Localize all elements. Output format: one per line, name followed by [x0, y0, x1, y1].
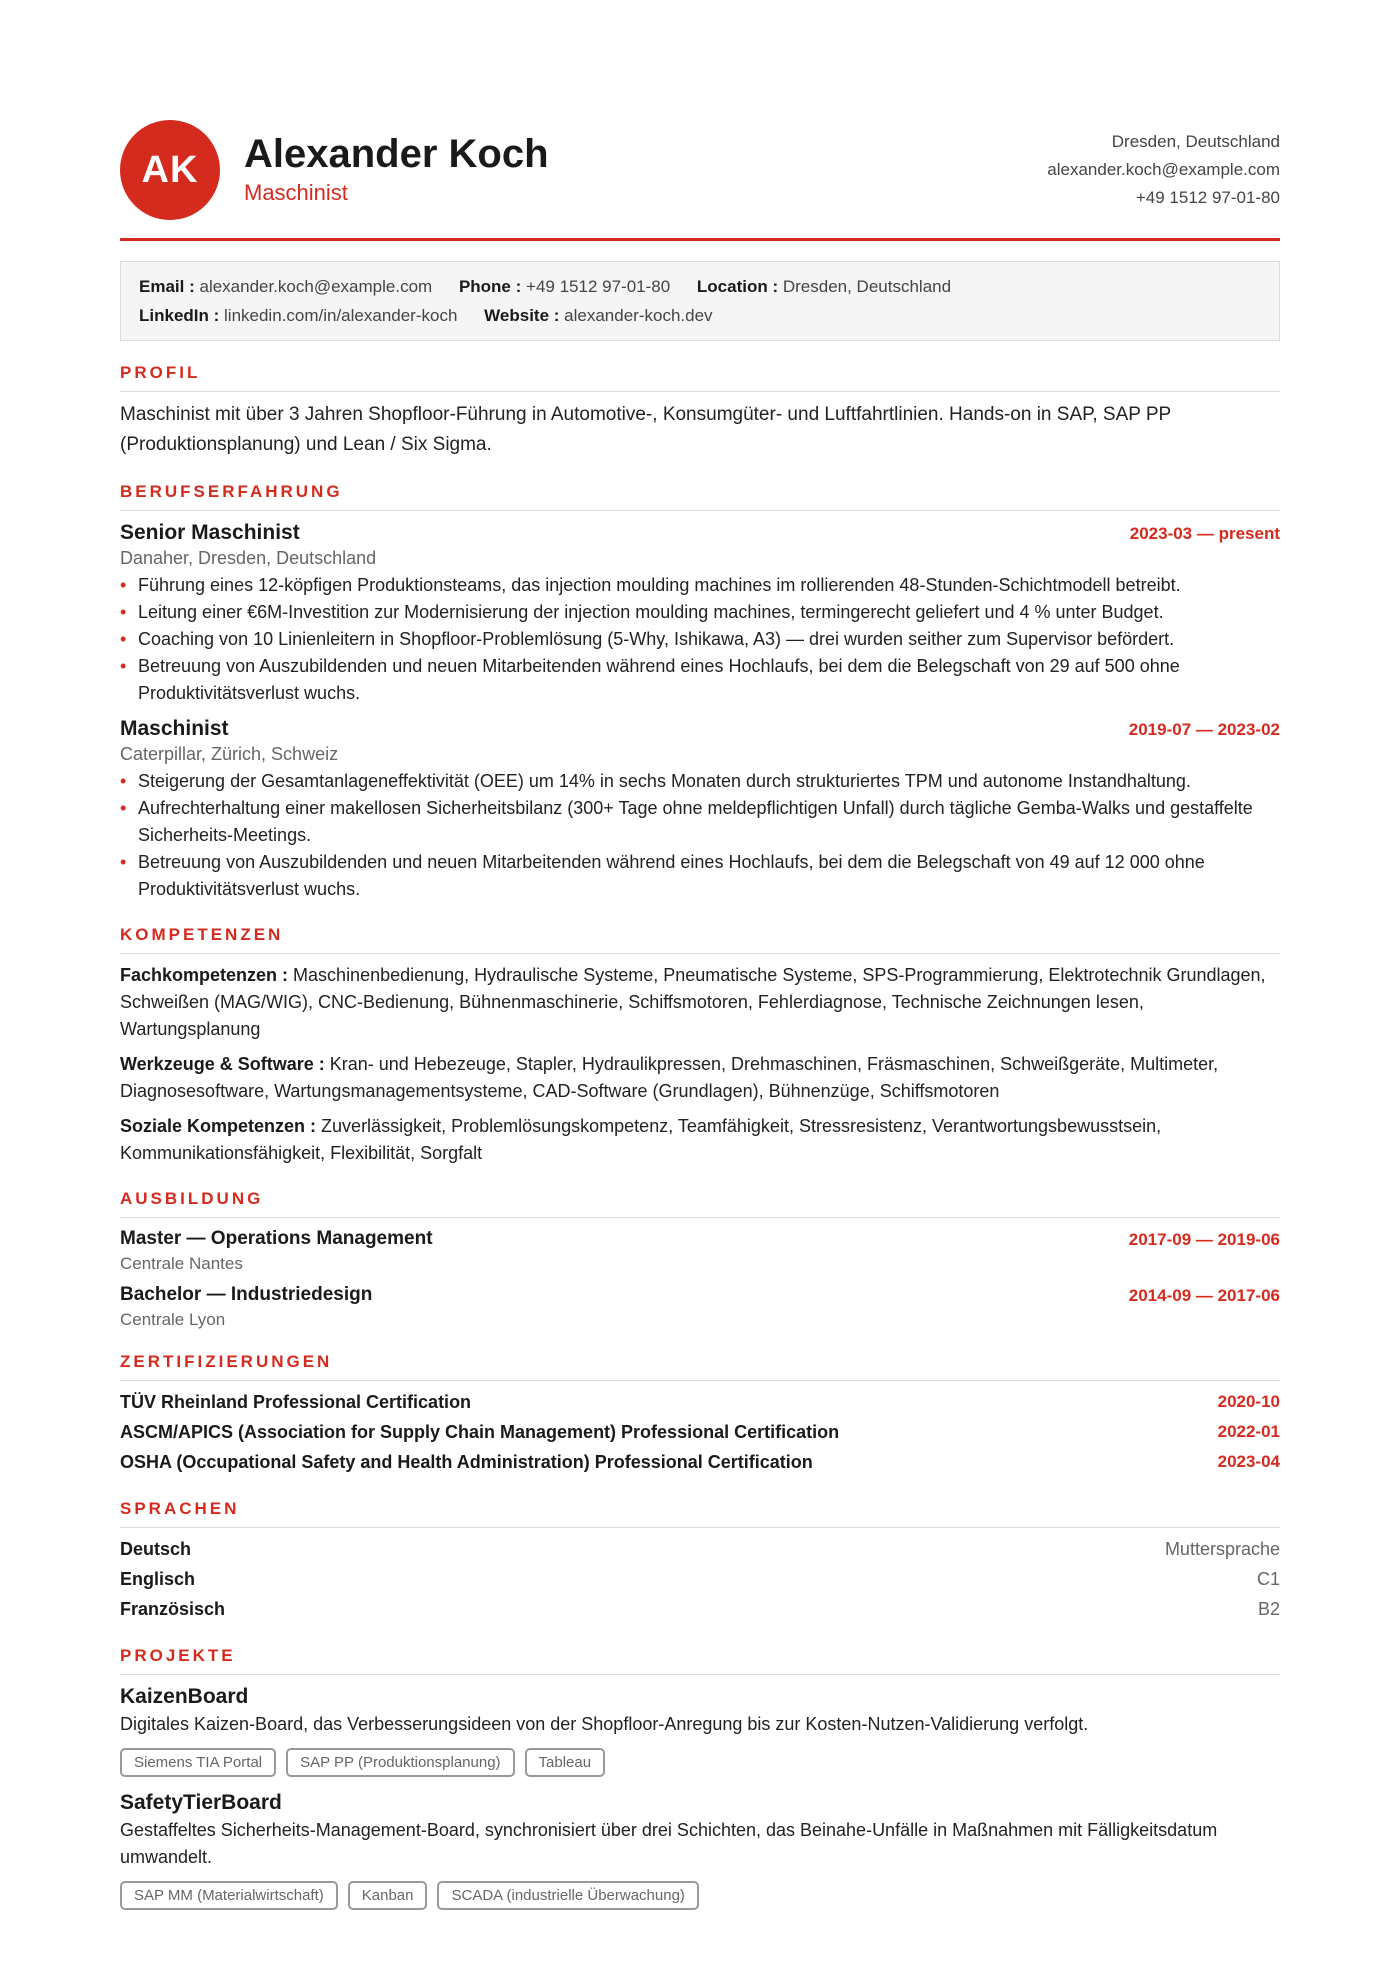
contact-location-value: Dresden, Deutschland — [782, 277, 952, 296]
tech-tag: SAP PP (Produktionsplanung) — [286, 1748, 514, 1777]
contact-website-value[interactable]: alexander-koch.dev — [564, 306, 713, 325]
tech-tag: SCADA (industrielle Überwachung) — [437, 1881, 698, 1910]
section-title-languages: SPRACHEN — [120, 1499, 1280, 1528]
section-title-profile: PROFIL — [120, 363, 1280, 392]
contact-phone-label: Phone : — [458, 277, 522, 296]
education-degree: Master — Operations Management — [120, 1228, 433, 1249]
skill-row — [120, 962, 1280, 1043]
contact-row-1 — [139, 272, 1261, 301]
header-contact — [1047, 128, 1280, 212]
header-phone[interactable]: +49 1512 97-01-80 — [1135, 188, 1280, 207]
project-name: SafetyTierBoard — [120, 1791, 282, 1814]
tech-tag: Tableau — [525, 1748, 606, 1777]
cert-entry — [120, 1387, 1280, 1417]
section-title-skills: KOMPETENZEN — [120, 925, 1280, 954]
job-bullet: • Führung eines 12-köpfigen Produktionsteams, das injection moulding machines im rollierenden 48-Stunden-Schichtmodell betreibt. — [120, 572, 1280, 599]
section-title-experience: BERUFSERFAHRUNG — [120, 482, 1280, 511]
job-head — [120, 717, 1280, 741]
project-tags — [120, 1881, 1280, 1910]
job-bullet: • Aufrechterhaltung einer makellosen Sicherheitsbilanz (300+ Tage ohne meldepflichtigen Unfall) durch tägliche Gemba-Walks und gestaffelte Sicherheits-Meetings. — [120, 795, 1280, 849]
header-email[interactable]: alexander.koch@example.com — [1047, 160, 1280, 179]
cert-name: TÜV Rheinland Professional Certification — [120, 1392, 472, 1412]
job-org: Caterpillar, Zürich, Schweiz — [120, 744, 339, 764]
section-title-certs: ZERTIFIZIERUNGEN — [120, 1352, 1280, 1381]
language-level: C1 — [1256, 1569, 1280, 1589]
language-level: B2 — [1257, 1599, 1280, 1619]
cert-date: 2023-04 — [1217, 1452, 1280, 1471]
section-title-education: AUSBILDUNG — [120, 1189, 1280, 1218]
language-name: Deutsch — [120, 1539, 192, 1559]
project-description: Gestaffeltes Sicherheits-Management-Board, synchronisiert über drei Schichten, das Beinahe-Unfälle in Maßnahmen mit Fälligkeitsdatum umwandelt. — [120, 1820, 1218, 1867]
job-bullet: • Betreuung von Auszubildenden und neuen Mitarbeitenden während eines Hochlaufs, bei dem die Belegschaft von 49 auf 12 000 ohne Produktivitätsverlust wuchs. — [120, 849, 1280, 903]
job-head — [120, 521, 1280, 545]
contact-website-label: Website : — [484, 306, 560, 325]
project-entry — [120, 1791, 1280, 1910]
contact-box — [120, 261, 1280, 341]
contact-email — [139, 277, 432, 296]
contact-email-value[interactable]: alexander.koch@example.com — [199, 277, 433, 296]
contact-linkedin-label: LinkedIn : — [139, 306, 220, 325]
job-bullets — [120, 768, 1280, 903]
job-title: Maschinist — [120, 717, 229, 740]
job-bullet: • Betreuung von Auszubildenden und neuen Mitarbeitenden während eines Hochlaufs, bei dem die Belegschaft von 29 auf 500 ohne Produktivitätsverlust wuchs. — [120, 653, 1280, 707]
skill-text: Kran- und Hebezeuge, Stapler, Hydraulikpressen, Drehmaschinen, Fräsmaschinen, Schweißgeräte, Multimeter, Diagnosesoftware, Wartungsmanagementsysteme, CAD-Software (Grundlagen), Bühnenzüge, Schiffsmotoren — [120, 1054, 1219, 1101]
skill-text: Zuverlässigkeit, Problemlösungskompetenz, Teamfähigkeit, Stressresistenz, Verantwortungsbewusstsein, Kommunikationsfähigkeit, Flexibilität, Sorgfalt — [120, 1116, 1162, 1163]
education-entry — [120, 1228, 1280, 1274]
education-info — [120, 1284, 372, 1330]
language-entry — [120, 1594, 1280, 1624]
job-bullet: • Leitung einer €6M-Investition zur Modernisierung der injection moulding machines, termingerecht geliefert und 4 % unter Budget. — [120, 599, 1280, 626]
language-entry — [120, 1564, 1280, 1594]
language-name: Französisch — [120, 1599, 226, 1619]
contact-location-label: Location : — [696, 277, 779, 296]
job-bullets — [120, 572, 1280, 707]
header-divider — [120, 238, 1280, 241]
cert-entry — [120, 1447, 1280, 1477]
name-block — [244, 130, 549, 206]
job-entry — [120, 717, 1280, 903]
skills-list — [120, 962, 1280, 1167]
section-title-projects: PROJEKTE — [120, 1646, 1280, 1675]
identity-block — [120, 120, 549, 220]
skill-label: Werkzeuge & Software : — [120, 1054, 325, 1074]
candidate-role: Maschinist — [244, 180, 348, 205]
job-date: 2023-03 — present — [1129, 524, 1280, 543]
education-list — [120, 1228, 1280, 1330]
contact-phone-value[interactable]: +49 1512 97-01-80 — [526, 277, 671, 296]
job-bullet: • Coaching von 10 Linienleitern in Shopfloor-Problemlösung (5-Why, Ishikawa, A3) — drei wurden seither zum Supervisor befördert. — [120, 626, 1280, 653]
avatar: AK — [120, 120, 220, 220]
language-level: Muttersprache — [1164, 1539, 1280, 1559]
cert-list — [120, 1387, 1280, 1477]
job-bullet: • Steigerung der Gesamtanlageneffektivität (OEE) um 14% in sechs Monaten durch strukturiertes TPM und autonome Instandhaltung. — [120, 768, 1280, 795]
job-entry — [120, 521, 1280, 707]
education-date: 2014-09 — 2017-06 — [1128, 1286, 1280, 1305]
project-entry — [120, 1685, 1280, 1777]
candidate-name: Alexander Koch — [244, 132, 549, 176]
skill-text: Maschinenbedienung, Hydraulische Systeme, Pneumatische Systeme, SPS-Programmierung, Elektrotechnik Grundlagen, Schweißen (MAG/WIG), CNC-Bedienung, Bühnenmaschinerie, Schiffsmotoren, Fehlerdiagnose, Technische Zeichnungen lesen, Wartungsplanung — [120, 965, 1266, 1039]
contact-website — [484, 306, 712, 325]
cert-date: 2022-01 — [1217, 1422, 1280, 1441]
experience-list — [120, 521, 1280, 903]
tech-tag: Kanban — [348, 1881, 428, 1910]
project-name: KaizenBoard — [120, 1685, 249, 1708]
cert-date: 2020-10 — [1217, 1392, 1280, 1411]
cert-name: ASCM/APICS (Association for Supply Chain Management) Professional Certification — [120, 1422, 840, 1442]
contact-phone — [459, 277, 670, 296]
project-description: Digitales Kaizen-Board, das Verbesserungsideen von der Shopfloor-Anregung bis zur Kosten-Nutzen-Validierung verfolgt. — [120, 1714, 1089, 1734]
skill-label: Soziale Kompetenzen : — [120, 1116, 317, 1136]
profile-summary: Maschinist mit über 3 Jahren Shopfloor-Führung in Automotive-, Konsumgüter- und Luftfahrtlinien. Hands-on in SAP, SAP PP (Produktionsplanung) und Lean / Six Sigma. — [120, 404, 1171, 455]
education-school: Centrale Lyon — [120, 1310, 226, 1329]
language-list — [120, 1534, 1280, 1624]
cert-name: OSHA (Occupational Safety and Health Administration) Professional Certification — [120, 1452, 813, 1472]
skill-label: Fachkompetenzen : — [120, 965, 289, 985]
skill-row — [120, 1051, 1280, 1105]
project-list — [120, 1685, 1280, 1910]
skill-row — [120, 1113, 1280, 1167]
resume-header — [120, 120, 1280, 240]
education-entry — [120, 1284, 1280, 1330]
tech-tag: Siemens TIA Portal — [120, 1748, 276, 1777]
job-date: 2019-07 — 2023-02 — [1128, 720, 1280, 739]
project-tags — [120, 1748, 1280, 1777]
cert-entry — [120, 1417, 1280, 1447]
contact-linkedin-value[interactable]: linkedin.com/in/alexander-koch — [224, 306, 458, 325]
language-entry — [120, 1534, 1280, 1564]
contact-row-2 — [139, 301, 1261, 330]
education-degree: Bachelor — Industriedesign — [120, 1284, 373, 1305]
job-org: Danaher, Dresden, Deutschland — [120, 548, 377, 568]
contact-location — [697, 277, 951, 296]
tech-tag: SAP MM (Materialwirtschaft) — [120, 1881, 338, 1910]
job-title: Senior Maschinist — [120, 521, 300, 544]
contact-linkedin — [139, 306, 457, 325]
education-school: Centrale Nantes — [120, 1254, 243, 1273]
education-info — [120, 1228, 433, 1274]
language-name: Englisch — [120, 1569, 196, 1589]
contact-email-label: Email : — [139, 277, 195, 296]
header-location: Dresden, Deutschland — [1111, 132, 1280, 151]
education-date: 2017-09 — 2019-06 — [1128, 1230, 1280, 1249]
